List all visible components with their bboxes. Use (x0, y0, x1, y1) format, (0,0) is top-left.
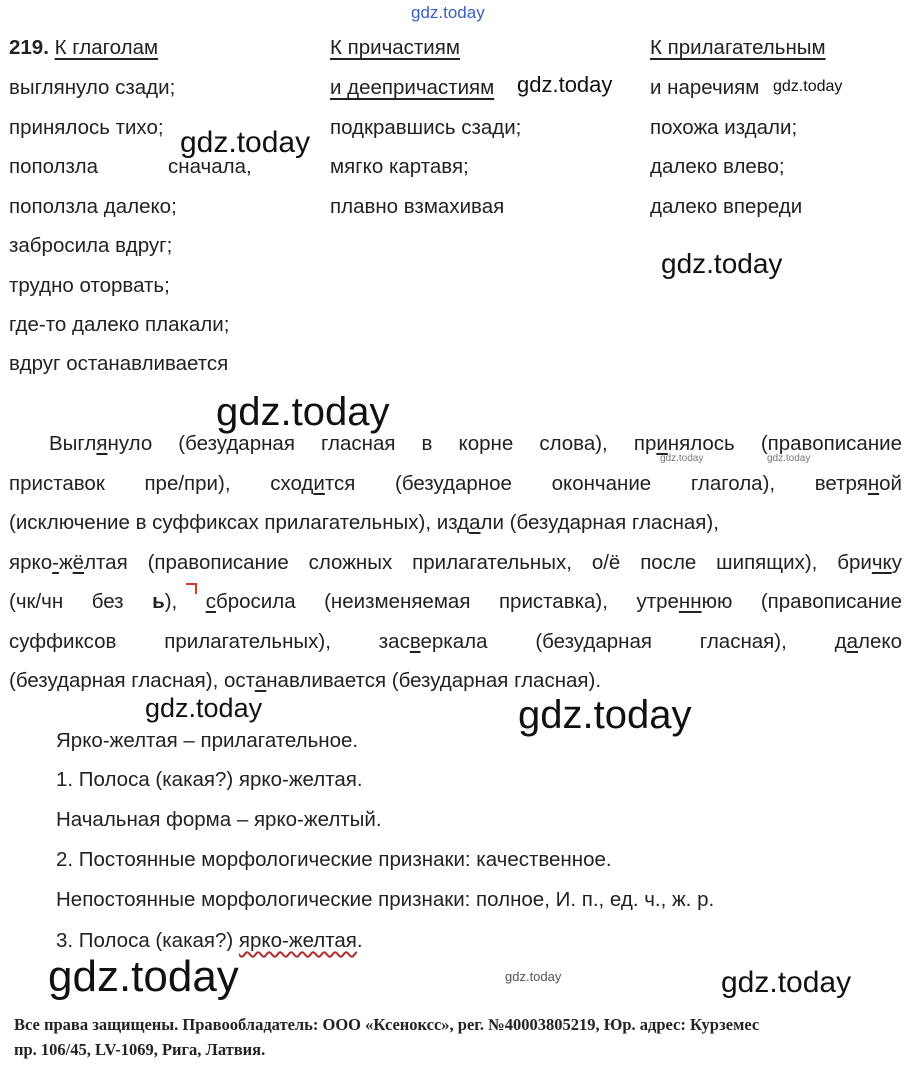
col2-item: подкравшись сзади; (330, 116, 522, 139)
watermark: gdz.today (517, 72, 613, 97)
paragraph-line: суффиксов прилагательных), засверкала (безударная гласная), далеко (9, 629, 902, 653)
col1-item: вдруг останавливается (9, 352, 229, 375)
analysis-line: 2. Постоянные морфологические признаки: качественное. (56, 848, 612, 871)
col1-item: сначала, (168, 155, 252, 178)
paragraph-line: приставок пре/при), сходится (безударное окончание глагола), ветряной (9, 471, 902, 495)
analysis-line: 3. Полоса (какая?) ярко-желтая. (56, 929, 363, 952)
paragraph-line: (чк/чн без ь), сбросила (неизменяемая приставка), утреннюю (правописание (9, 590, 902, 613)
watermark: gdz.today (518, 693, 692, 737)
analysis-line: 1. Полоса (какая?) ярко-желтая. (56, 768, 363, 791)
watermark: gdz.today (773, 78, 843, 95)
col3-header: К прилагательным (650, 36, 826, 59)
col3-header: и наречиям (650, 76, 760, 99)
watermark: gdz.today (505, 969, 562, 984)
watermark: gdz.today (180, 126, 311, 159)
explanation-paragraph (9, 424, 902, 701)
exercise-number: 219. (9, 36, 49, 59)
analysis-line: Непостоянные морфологические признаки: полное, И. п., ед. ч., ж. р. (56, 888, 715, 911)
paragraph-line: (исключение в суффиксах прилагательных), издали (безударная гласная), (9, 511, 719, 534)
analysis-line: Начальная форма – ярко-желтый. (56, 808, 382, 831)
col2-item: плавно взмахивая (330, 195, 505, 218)
col3-item: похожа издали; (650, 116, 798, 139)
col2-header: К причастиям (330, 36, 460, 59)
prefix-mark-icon (186, 583, 197, 594)
watermark: gdz.today (721, 966, 852, 999)
col1-item: трудно оторвать; (9, 274, 170, 297)
watermark: gdz.today (48, 952, 239, 1001)
col1-item: принялось тихо; (9, 116, 164, 139)
paragraph-line: Выглянуло (безударная гласная в корне слова), принялось (правописание (49, 432, 902, 455)
copyright-footer (14, 1012, 904, 1062)
footer-line: пр. 106/45, LV-1069, Рига, Латвия. (14, 1040, 266, 1059)
analysis-line: Ярко-желтая – прилагательное. (56, 729, 359, 752)
col3-item: далеко впереди (650, 195, 803, 218)
col1-header: К глаголам (54, 36, 159, 59)
watermark: gdz.today (767, 453, 811, 464)
watermark: gdz.today (216, 390, 390, 434)
paragraph-line: ярко-жёлтая (правописание сложных прилагательных, о/ё после шипящих), бричку (9, 550, 902, 574)
col2-header: и деепричастиям (330, 76, 495, 99)
col1-item: где-то далеко плакали; (9, 313, 230, 336)
col2-item: мягко картавя; (330, 155, 469, 178)
col1-item: забросила вдруг; (9, 234, 173, 257)
col1-item: поползла (9, 155, 99, 178)
watermark: gdz.today (145, 693, 263, 723)
paragraph-line: (безударная гласная), останавливается (безударная гласная). (9, 669, 602, 692)
watermark: gdz.today (661, 248, 783, 279)
wavy-underlined-word: ярко-желтая (238, 929, 357, 952)
watermark-top: gdz.today (411, 3, 485, 22)
col1-item: выглянуло сзади; (9, 76, 176, 99)
col1-item: поползла далеко; (9, 195, 177, 218)
watermark: gdz.today (660, 453, 704, 464)
footer-line: Все права защищены. Правообладатель: ООО «Ксеноксс», рег. №40003805219, Юр. адрес: Курземес (14, 1015, 760, 1034)
exercise-header (9, 36, 158, 60)
col3-item: далеко влево; (650, 155, 785, 178)
